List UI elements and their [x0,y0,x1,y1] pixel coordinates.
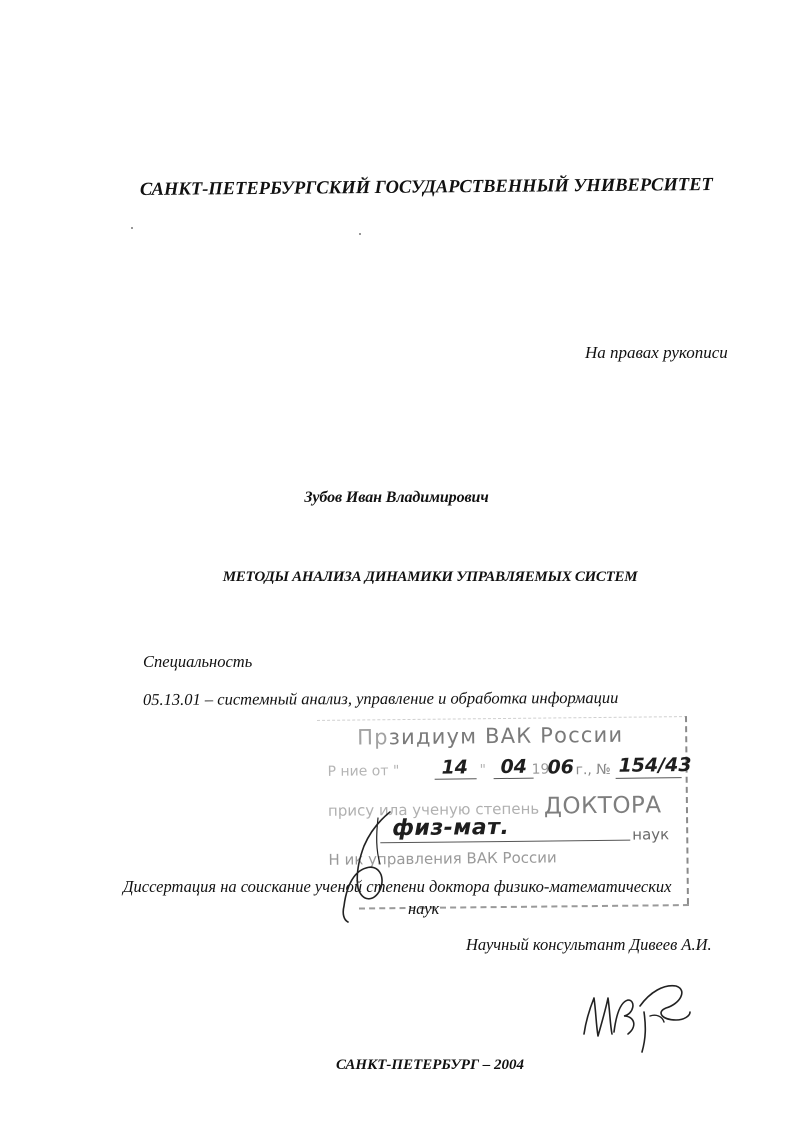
scan-speck [359,233,361,235]
month-underline [494,778,534,779]
stamp-decision-prefix: Р ние от " [327,763,400,780]
vak-signature-icon [318,806,428,926]
scientific-consultant: Научный консультант Дивеев А.И. [466,935,712,954]
stamp-header-main: зидиум ВАК России [388,722,624,750]
stamp-field-suffix: наук [632,825,670,844]
dissertation-degree-line: Диссертация на соискание ученой степени доктора физико-математических [123,877,672,896]
dissertation-title: МЕТОДЫ АНАЛИЗА ДИНАМИКИ УПРАВЛЯЕМЫХ СИСТЕМ [222,569,638,585]
number-underline [616,777,682,779]
stamp-number-prefix: г., № [575,761,611,779]
day-underline [435,778,477,779]
stamp-degree: ДОКТОРА [543,792,662,820]
stamp-number: 154/43 [618,754,692,777]
stamp-decision-line [327,763,399,780]
stamp-border-top [317,716,687,721]
stamp-header [357,723,623,750]
specialty-text: 05.13.01 – системный анализ, управление и обработка информации [142,687,619,709]
city-year: САНКТ-ПЕТЕРБУРГ – 2004 [335,1057,525,1073]
specialty-label: Специальность [143,652,253,671]
stamp-header-faded: Пр [357,725,389,750]
stamp-quote: " [479,762,487,779]
stamp-year-prefix: 19 [531,761,550,778]
stamp-border-right [685,716,689,904]
stamp-footer: Н ик управления ВАК России [328,848,557,869]
stamp-field-handwritten: физ-мат. [392,814,510,842]
scan-speck [131,227,133,229]
stamp-month: 04 [500,755,528,779]
university-name: САНКТ-ПЕТЕРБУРГСКИЙ ГОСУДАРСТВЕННЫЙ УНИВЕРСИТЕТ [139,175,713,200]
stamp-degree-prefix: прису ила ученую степень [327,799,540,820]
stamp-day: 14 [441,756,469,779]
author-name: Зубов Иван Владимирович [304,489,489,506]
stamp-year: 06 [547,756,575,779]
dissertation-degree-line-cont: наук [408,899,440,918]
consultant-signature-icon [580,972,692,1054]
manuscript-note: На правах рукописи [585,343,728,362]
